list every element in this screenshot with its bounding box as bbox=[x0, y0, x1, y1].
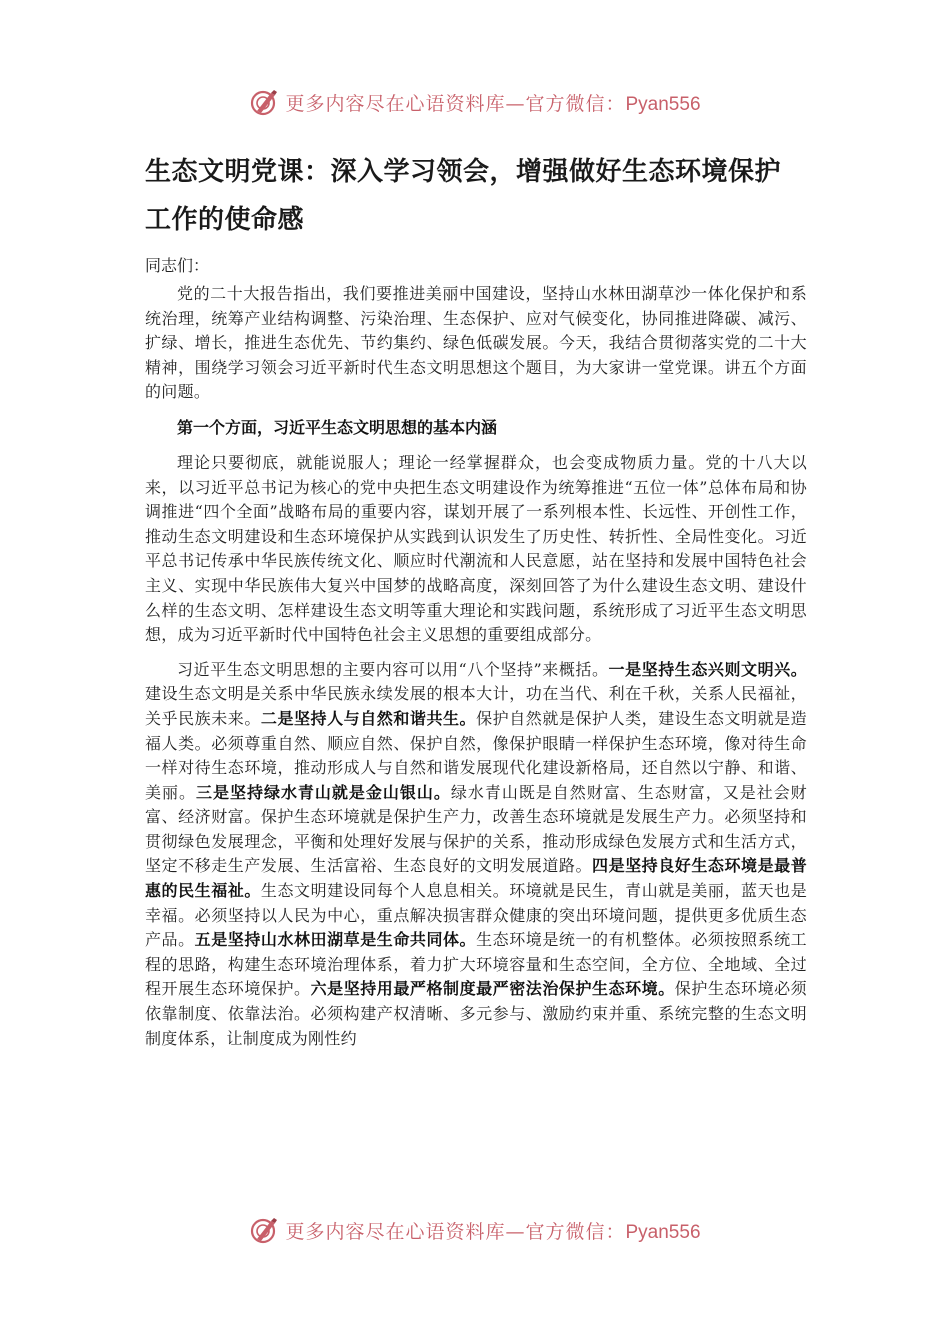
text-run: 保护自然就是保护人类，建设生态文明就是造福人类。必须尊重自然、顺应自然、保护自然，像保护眼睛一样保护生态环境，像对待生命一样对待生态环境，推动形成人与自然和谐发展现代化建设新格局，还自然以宁静、和谐、美丽。 bbox=[145, 708, 807, 802]
header-watermark bbox=[0, 80, 950, 124]
text-run: 生态环境是统一的有机整体。必须按照系统工程的思路，构建生态环境治理体系，着力扩大环境容量和生态空间，全方位、全地域、全过程开展生态环境保护。 bbox=[145, 930, 807, 999]
bold-point-5: 五是坚持山水林田湖草是生命共同体。 bbox=[194, 930, 477, 950]
bold-point-2: 二是坚持人与自然和谐共生。 bbox=[260, 708, 477, 728]
bold-point-3: 三是坚持绿水青山就是金山银山。 bbox=[195, 782, 451, 802]
text-run: 绿水青山既是自然财富、生态财富，又是社会财富、经济财富。保护生态环境就是保护生产力，改善生态环境就是发展生产力。必须坚持和贯彻绿色发展理念，平衡和处理好发展与保护的关系，推动形成绿色发展方式和生活方式，坚定不移走生产发展、生活富裕、生态良好的文明发展道路。 bbox=[145, 782, 807, 876]
section1-paragraph-1: 理论只要彻底，就能说服人；理论一经掌握群众，也会变成物质力量。党的十八大以来，以习近平总书记为核心的党中央把生态文明建设作为统筹推进“五位一体”总体布局和协调推进“四个全面”战略布局的重要内容，谋划开展了一系列根本性、长远性、开创性工作，推动生态文明建设和生态环境保护从实践到认识发生了历史性、转折性、全局性变化。习近平总书记传承中华民族传统文化、顺应时代潮流和人民意愿，站在坚持和发展中国特色社会主义、实现中华民族伟大复兴中国梦的战略高度，深刻回答了为什么建设生态文明、建设什么样的生态文明、怎样建设生态文明等重大理论和实践问题，系统形成了习近平生态文明思想，成为习近平新时代中国特色社会主义思想的重要组成部分。 bbox=[145, 452, 807, 645]
text-run: 生态文明建设同每个人息息相关。环境就是民生，青山就是美丽，蓝天也是幸福。必须坚持以人民为中心，重点解决损害群众健康的突出环境问题，提供更多优质生态产品。 bbox=[145, 881, 807, 950]
text-run: 建设生态文明是关系中华民族永续发展的根本大计，功在当代、利在千秋，关系人民福祉，关乎民族未来。 bbox=[145, 684, 807, 728]
bold-point-4: 四是坚持良好生态环境是最普惠的民生福祉。 bbox=[145, 856, 807, 901]
watermark-text: 更多内容尽在心语资料库—官方微信：Pyan556 bbox=[285, 92, 701, 115]
section-heading-1: 第一个方面，习近平生态文明思想的基本内涵 bbox=[177, 417, 498, 437]
greeting: 同志们： bbox=[145, 256, 210, 275]
bold-point-1: 一是坚持生态兴则文明兴。 bbox=[608, 659, 807, 679]
watermark-text: 更多内容尽在心语资料库—官方微信：Pyan556 bbox=[285, 1220, 701, 1243]
pen-logo-icon bbox=[249, 87, 279, 117]
intro-paragraph: 党的二十大报告指出，我们要推进美丽中国建设，坚持山水林田湖草沙一体化保护和系统治理，统筹产业结构调整、污染治理、生态保护、应对气候变化，协同推进降碳、减污、扩绿、增长，推进生态优先、节约集约、绿色低碳发展。今天，我结合贯彻落实党的二十大精神，围绕学习领会习近平新时代生态文明思想这个题目，为大家讲一堂党课。讲五个方面的问题。 bbox=[145, 284, 807, 402]
pen-logo-icon bbox=[249, 1215, 279, 1245]
text-run: 保护生态环境必须依靠制度、依靠法治。必须构建产权清晰、多元参与、激励约束并重、系统完整的生态文明制度体系，让制度成为刚性约 bbox=[145, 979, 807, 1048]
document-title: 生态文明党课：深入学习领会，增强做好生态环境保护工作的使命感 bbox=[145, 157, 782, 235]
bold-point-6: 六是坚持用最严格制度最严密法治保护生态环境。 bbox=[310, 979, 675, 999]
section1-paragraph-2 bbox=[145, 658, 807, 1052]
footer-watermark bbox=[0, 1208, 950, 1252]
text-run: 习近平生态文明思想的主要内容可以用“八个坚持”来概括。 bbox=[177, 659, 609, 679]
document-body bbox=[145, 148, 807, 1061]
